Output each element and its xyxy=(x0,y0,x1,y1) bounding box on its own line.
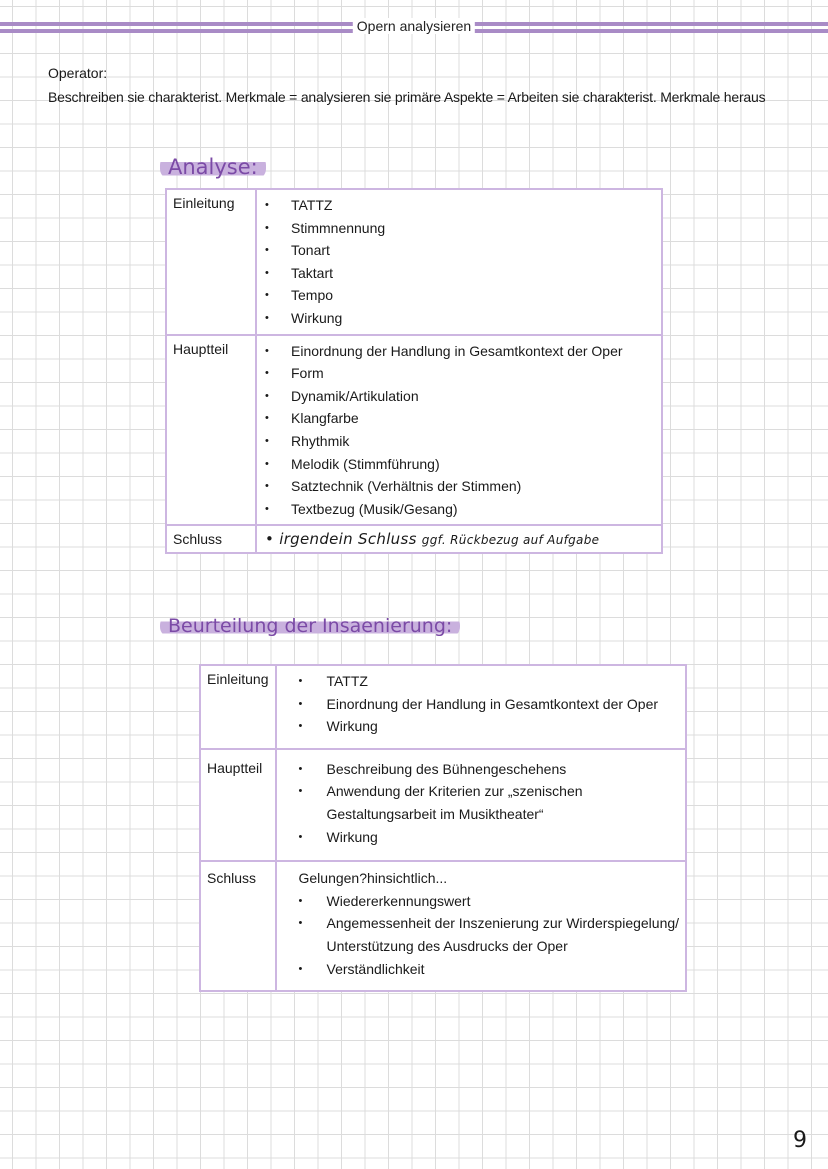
bullet-list xyxy=(257,190,661,334)
list-item: • Wiedererkennungswert xyxy=(277,890,686,913)
row-content xyxy=(256,189,662,335)
row-label: Hauptteil xyxy=(166,335,256,526)
row-content xyxy=(256,525,662,553)
handwritten-note-main: irgendein Schluss xyxy=(279,530,417,549)
bullet-list xyxy=(277,666,686,748)
list-item-continuation: Unterstützung des Ausdrucks der Oper xyxy=(326,937,568,954)
list-item: • Satztechnik (Verhältnis der Stimmen) xyxy=(257,475,661,498)
list-item: • Taktart xyxy=(257,262,661,285)
beurteilung-row-einleitung xyxy=(200,665,686,749)
list-item: • Textbezug (Musik/Gesang) xyxy=(257,498,661,521)
analyse-heading: Analyse: xyxy=(160,155,266,179)
schluss-intro: Gelungen?hinsichtlich... xyxy=(298,870,448,887)
operator-text: Beschreiben sie charakterist. Merkmale = analysieren sie primäre Aspekte = Arbeiten sie charakterist. Merkmale heraus xyxy=(48,89,766,105)
list-item: • Tonart xyxy=(257,239,661,262)
row-content xyxy=(276,749,687,861)
row-content xyxy=(276,861,687,991)
row-label: Schluss xyxy=(166,525,256,553)
list-item: • Melodik (Stimmführung) xyxy=(257,453,661,476)
list-item: • TATTZ xyxy=(277,670,686,693)
beurteilung-row-schluss xyxy=(200,861,686,991)
row-label: Einleitung xyxy=(166,189,256,335)
list-item: • Angemessenheit der Inszenierung zur Wirderspiegelung/ xyxy=(277,912,686,935)
bullet-list xyxy=(277,890,686,990)
row-label: Einleitung xyxy=(200,665,276,749)
list-item: • Wirkung xyxy=(277,826,686,849)
beurteilung-table xyxy=(199,664,687,992)
list-item: • Stimmnennung xyxy=(257,217,661,240)
list-item: • Einordnung der Handlung in Gesamtkontext der Oper xyxy=(257,340,661,363)
analyse-row-schluss xyxy=(166,525,662,553)
list-item: • Anwendung der Kriterien zur „szenischen xyxy=(277,780,686,803)
page-number: 9 xyxy=(793,1128,807,1153)
analyse-row-hauptteil xyxy=(166,335,662,526)
list-item: • Form xyxy=(257,362,661,385)
list-item: • Rhythmik xyxy=(257,430,661,453)
page-title: Opern analysieren xyxy=(353,18,475,34)
row-label: Hauptteil xyxy=(200,749,276,861)
analyse-table xyxy=(165,188,663,554)
list-item: • Wirkung xyxy=(277,715,686,738)
list-item: • Dynamik/Artikulation xyxy=(257,385,661,408)
beurteilung-row-hauptteil xyxy=(200,749,686,861)
list-item-continuation: Gestaltungsarbeit im Musiktheater“ xyxy=(326,805,544,822)
row-label: Schluss xyxy=(200,861,276,991)
list-item: • Tempo xyxy=(257,284,661,307)
handwritten-note-sub: ggf. Rückbezug auf Aufgabe xyxy=(421,533,600,548)
row-content xyxy=(276,665,687,749)
bullet-list xyxy=(277,750,686,860)
operator-label: Operator: xyxy=(48,65,108,81)
list-item: • Beschreibung des Bühnengeschehens xyxy=(277,758,686,781)
row-content xyxy=(256,335,662,526)
list-item: • Wirkung xyxy=(257,307,661,330)
beurteilung-heading: Beurteilung der Insaenierung: xyxy=(160,615,460,637)
analyse-row-einleitung xyxy=(166,189,662,335)
bullet-list xyxy=(257,336,661,525)
list-item: • Verständlichkeit xyxy=(277,958,686,981)
list-item: • Einordnung der Handlung in Gesamtkontext der Oper xyxy=(277,693,686,716)
handwritten-note xyxy=(257,526,661,552)
bullet-dot: • xyxy=(265,530,275,549)
list-item: • TATTZ xyxy=(257,194,661,217)
list-item: • Klangfarbe xyxy=(257,407,661,430)
